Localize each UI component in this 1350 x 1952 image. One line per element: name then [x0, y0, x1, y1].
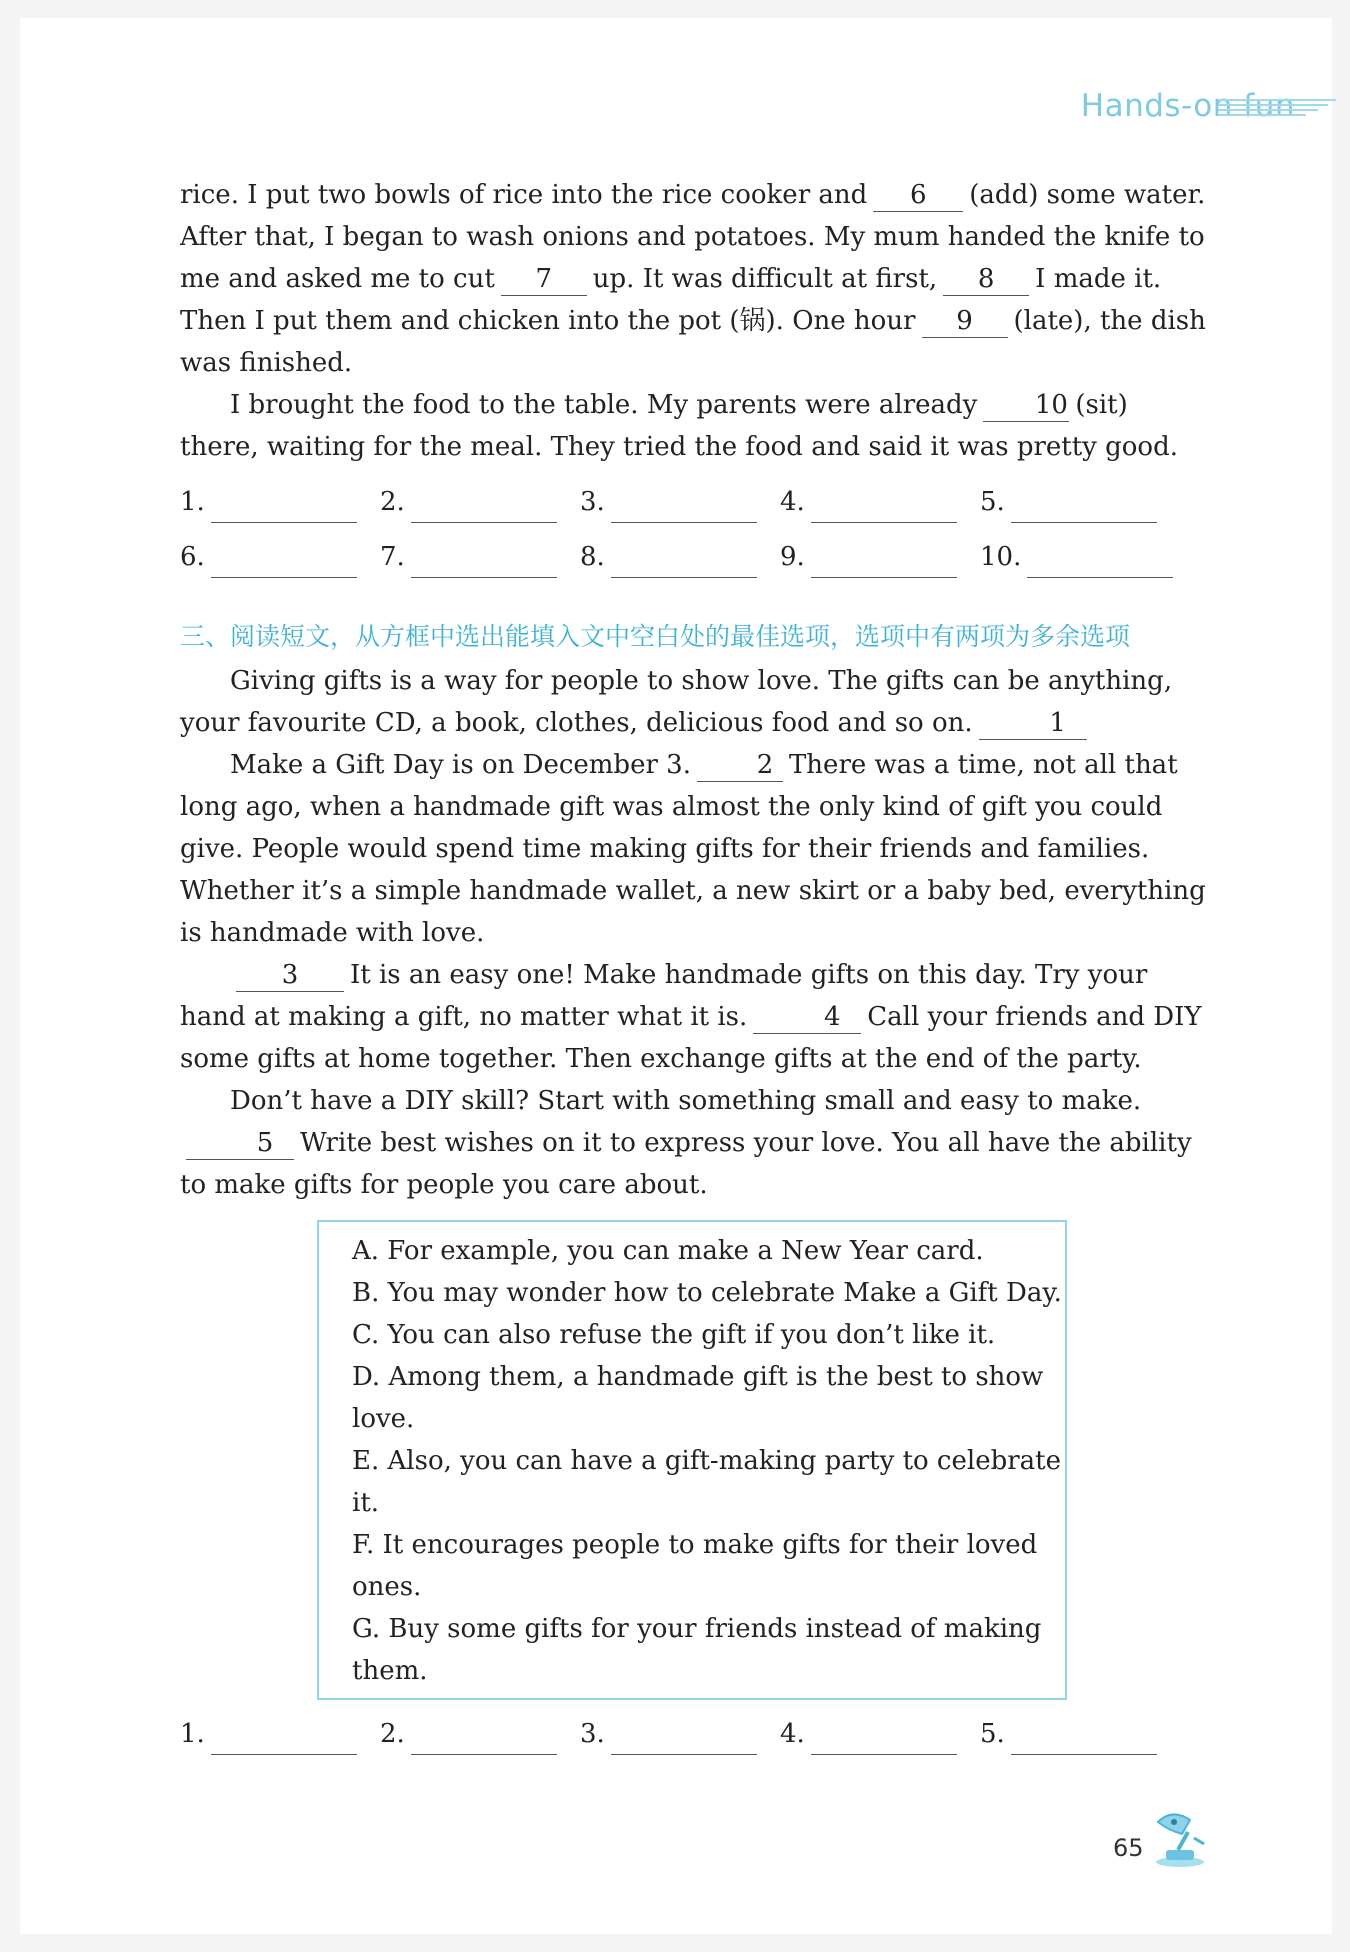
option-c: C. You can also refuse the gift if you don’t like it. [352, 1320, 996, 1350]
answer-slot[interactable]: 2. [380, 481, 580, 523]
passage1-paragraph1: rice. I put two bowls of rice into the rice cooker and 6 (add) some water. After that, I began to wash onions and potatoes. My mum handed the knife to me and asked me to cut 7 up. It was difficult at first, 8 I made it. Then I put them and chicken into the pot (锅). One hour 9 (late), the dish was finished. [180, 180, 1206, 378]
section3-paragraph4: Don’t have a DIY skill? Start with something small and easy to make.5 Write best wishes on it to express your love. You all have the ability to make gifts for people you care about. [180, 1086, 1192, 1200]
blank-s3-4[interactable]: 4 [753, 1001, 861, 1034]
header-stripes-icon [1218, 97, 1336, 119]
answer-slot[interactable]: 7. [380, 536, 580, 578]
answer-row-1 [180, 468, 1210, 523]
page-header-title: Hands-on fun [1080, 88, 1295, 124]
answer-slot[interactable]: 10. [980, 536, 1180, 578]
answer-slot[interactable]: 9. [780, 536, 980, 578]
answer-slot[interactable]: 4. [780, 1713, 980, 1755]
answer-slot[interactable]: 4. [780, 481, 980, 523]
option-e: E. Also, you can have a gift-making party to celebrate it. [352, 1446, 1061, 1518]
page-number: 65 [1113, 1834, 1144, 1862]
answer-slot[interactable]: 1. [180, 481, 380, 523]
blank-s3-2[interactable]: 2 [697, 749, 783, 782]
section3-title: 三、阅读短文，从方框中选出能填入文中空白处的最佳选项，选项中有两项为多余选项 [180, 622, 1131, 651]
answer-slot[interactable]: 3. [580, 481, 780, 523]
options-box [317, 1220, 1067, 1700]
answer-slot[interactable]: 5. [980, 481, 1180, 523]
answer-slot[interactable]: 2. [380, 1713, 580, 1755]
option-f: F. It encourages people to make gifts for their loved ones. [352, 1530, 1038, 1602]
content-area [180, 174, 1210, 1755]
blank-s3-5[interactable]: 5 [186, 1127, 294, 1160]
option-d: D. Among them, a handmade gift is the best to show love. [352, 1362, 1044, 1434]
answer-slot[interactable]: 1. [180, 1713, 380, 1755]
blank-9[interactable]: 9 [922, 305, 1008, 338]
passage1-paragraph2: I brought the food to the table. My parents were already 10 (sit) there, waiting for the meal. They tried the food and said it was pretty good. [180, 390, 1178, 462]
section3-paragraph2: Make a Gift Day is on December 3. 2 There was a time, not all that long ago, when a handmade gift was almost the only kind of gift you could give. People would spend time making gifts for their friends and families. Whether it’s a simple handmade wallet, a new skirt or a baby bed, everything is handmade with love. [180, 750, 1206, 948]
blank-s3-3[interactable]: 3 [236, 959, 344, 992]
lamp-mascot-icon [1152, 1808, 1208, 1868]
option-g: G. Buy some gifts for your friends instead of making them. [352, 1614, 1042, 1686]
answer-slot[interactable]: 3. [580, 1713, 780, 1755]
blank-8[interactable]: 8 [943, 263, 1029, 296]
answer-row-3 [180, 1700, 1210, 1755]
blank-10[interactable]: 10 [983, 389, 1069, 422]
answer-row-2 [180, 523, 1210, 578]
option-a: A. For example, you can make a New Year card. [352, 1236, 984, 1266]
blank-6[interactable]: 6 [873, 179, 963, 212]
option-b: B. You may wonder how to celebrate Make a Gift Day. [352, 1278, 1062, 1308]
blank-7[interactable]: 7 [501, 263, 587, 296]
answer-slot[interactable]: 6. [180, 536, 380, 578]
answer-slot[interactable]: 5. [980, 1713, 1180, 1755]
section3-paragraph3: 3 It is an easy one! Make handmade gifts on this day. Try your hand at making a gift, no matter what it is. 4 Call your friends and DIY some gifts at home together. Then exchange gifts at the end of the party. [180, 960, 1202, 1074]
blank-s3-1[interactable]: 1 [979, 707, 1087, 740]
answer-slot[interactable]: 8. [580, 536, 780, 578]
section3-paragraph1: Giving gifts is a way for people to show love. The gifts can be anything, your favourite CD, a book, clothes, delicious food and so on. 1 [180, 666, 1173, 738]
